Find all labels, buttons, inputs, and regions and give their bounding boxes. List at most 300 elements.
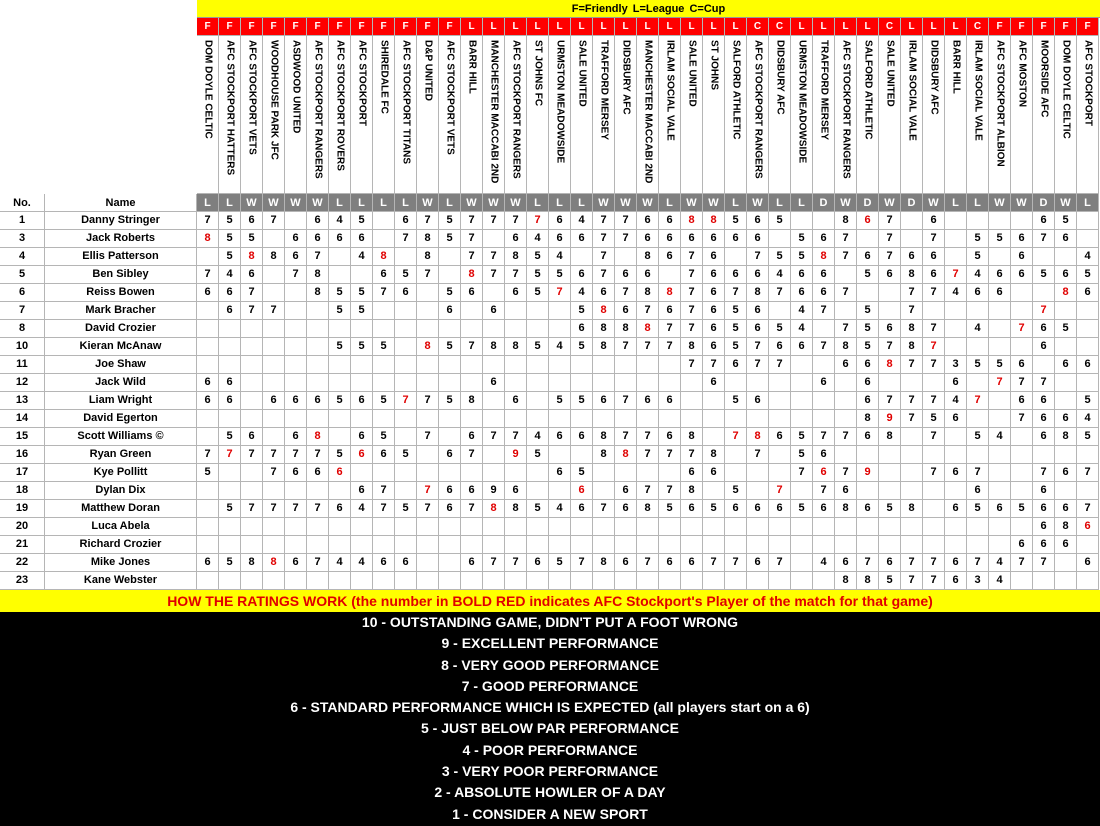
player-rating (725, 536, 747, 554)
player-rating (307, 518, 329, 536)
opponent-name: MOORSIDE AFC (1038, 40, 1050, 118)
match-result-cell: L (571, 194, 593, 212)
player-rating (439, 428, 461, 446)
player-rating (1011, 302, 1033, 320)
opponent-header (373, 36, 395, 194)
player-rating: 6 (835, 482, 857, 500)
player-rating (813, 572, 835, 590)
player-rating (1077, 482, 1099, 500)
player-rating (1033, 572, 1055, 590)
player-rating (285, 356, 307, 374)
player-rating: 6 (1055, 356, 1077, 374)
player-rating (615, 572, 637, 590)
player-rating: 5 (879, 500, 901, 518)
opponent-header (307, 36, 329, 194)
match-result-cell: L (1077, 194, 1099, 212)
match-type-cell: L (791, 18, 813, 36)
player-rating: 6 (747, 212, 769, 230)
player-rating (329, 374, 351, 392)
player-rating: 6 (351, 428, 373, 446)
player-rating (395, 338, 417, 356)
player-rating: 7 (967, 554, 989, 572)
match-result-cell: W (417, 194, 439, 212)
match-result-cell: D (857, 194, 879, 212)
player-rating (395, 374, 417, 392)
player-rating: 7 (725, 428, 747, 446)
player-rating: 6 (351, 230, 373, 248)
player-rating: 8 (263, 248, 285, 266)
ratings-key-line: 10 - OUTSTANDING GAME, DIDN'T PUT A FOOT WRONG (361, 614, 739, 630)
player-rating (901, 230, 923, 248)
match-type-cell: F (351, 18, 373, 36)
player-rating (923, 482, 945, 500)
player-rating: 7 (241, 500, 263, 518)
player-rating (879, 482, 901, 500)
player-rating: 5 (571, 464, 593, 482)
player-rating (989, 392, 1011, 410)
player-rating (219, 464, 241, 482)
player-rating: 6 (571, 266, 593, 284)
player-rating (527, 320, 549, 338)
player-rating (219, 320, 241, 338)
player-rating (373, 374, 395, 392)
player-rating (659, 410, 681, 428)
match-type-cell: L (483, 18, 505, 36)
player-rating (285, 536, 307, 554)
player-rating (1077, 320, 1099, 338)
player-rating: 5 (1077, 428, 1099, 446)
player-rating: 6 (241, 266, 263, 284)
player-rating (197, 356, 219, 374)
player-rating: 5 (725, 320, 747, 338)
ratings-key-line: 3 - VERY POOR PERFORMANCE (441, 763, 659, 780)
player-rating (263, 266, 285, 284)
player-rating: 4 (989, 572, 1011, 590)
player-rating (285, 212, 307, 230)
player-rating: 4 (945, 392, 967, 410)
player-rating: 6 (769, 428, 791, 446)
player-rating (373, 302, 395, 320)
player-rating (197, 338, 219, 356)
opponent-header (417, 36, 439, 194)
match-result-cell: L (725, 194, 747, 212)
player-rating (527, 374, 549, 392)
player-rating: 6 (329, 500, 351, 518)
player-rating: 5 (791, 428, 813, 446)
player-rating: 7 (1033, 230, 1055, 248)
opponent-name: SALE UNITED (686, 40, 698, 107)
player-rating: 6 (483, 374, 505, 392)
player-rating: 6 (197, 374, 219, 392)
player-rating: 7 (923, 554, 945, 572)
player-rating (417, 320, 439, 338)
player-rating (593, 482, 615, 500)
player-rating: 7 (417, 392, 439, 410)
player-rating: 6 (461, 284, 483, 302)
player-rating (219, 338, 241, 356)
ratings-key-line: 1 - CONSIDER A NEW SPORT (452, 805, 648, 822)
match-type-cell: F (241, 18, 263, 36)
player-rating (505, 356, 527, 374)
player-rating: 7 (659, 338, 681, 356)
match-result-cell: W (923, 194, 945, 212)
match-type-cell: F (285, 18, 307, 36)
player-rating: 6 (1011, 536, 1033, 554)
player-number: 17 (0, 464, 45, 482)
player-rating (571, 446, 593, 464)
player-rating (659, 356, 681, 374)
player-rating: 4 (1077, 410, 1099, 428)
player-rating (417, 554, 439, 572)
player-rating (373, 356, 395, 374)
player-rating (329, 428, 351, 446)
player-rating (329, 410, 351, 428)
opponent-name: TRAFFORD MERSEY (818, 40, 830, 140)
player-number: 16 (0, 446, 45, 464)
player-rating: 7 (263, 302, 285, 320)
player-rating: 7 (813, 338, 835, 356)
player-rating: 7 (901, 392, 923, 410)
player-rating: 6 (1077, 284, 1099, 302)
player-rating: 4 (527, 428, 549, 446)
player-rating (483, 518, 505, 536)
player-rating: 5 (439, 284, 461, 302)
player-rating: 7 (1011, 410, 1033, 428)
player-rating: 7 (241, 302, 263, 320)
player-rating (549, 410, 571, 428)
player-rating: 7 (681, 320, 703, 338)
player-rating (945, 302, 967, 320)
opponent-name: SHIREDALE FC (378, 40, 390, 114)
player-rating (725, 464, 747, 482)
player-rating: 6 (725, 230, 747, 248)
player-rating: 6 (549, 428, 571, 446)
player-rating: 6 (1033, 428, 1055, 446)
player-rating: 6 (1033, 518, 1055, 536)
player-rating: 3 (945, 356, 967, 374)
player-rating: 6 (945, 572, 967, 590)
match-type-cell: L (615, 18, 637, 36)
player-rating: 9 (857, 464, 879, 482)
match-result-cell: L (373, 194, 395, 212)
player-rating: 7 (681, 248, 703, 266)
player-rating: 6 (1033, 392, 1055, 410)
player-rating: 6 (857, 248, 879, 266)
player-rating (725, 410, 747, 428)
player-rating: 6 (1055, 266, 1077, 284)
player-rating (637, 410, 659, 428)
player-rating (549, 302, 571, 320)
player-rating (769, 302, 791, 320)
player-rating: 6 (769, 338, 791, 356)
player-rating: 5 (857, 320, 879, 338)
player-rating: 4 (549, 248, 571, 266)
player-rating (197, 428, 219, 446)
player-rating: 5 (439, 212, 461, 230)
player-rating: 6 (681, 500, 703, 518)
player-rating: 6 (879, 320, 901, 338)
match-result-cell: W (1011, 194, 1033, 212)
player-rating (219, 410, 241, 428)
player-rating: 6 (197, 554, 219, 572)
player-rating: 6 (1077, 554, 1099, 572)
player-rating (527, 464, 549, 482)
player-rating: 6 (1077, 518, 1099, 536)
player-rating: 5 (219, 554, 241, 572)
player-rating: 6 (263, 392, 285, 410)
player-rating: 6 (1055, 536, 1077, 554)
player-rating: 5 (329, 284, 351, 302)
player-rating (483, 464, 505, 482)
player-rating: 6 (285, 392, 307, 410)
opponent-header (769, 36, 791, 194)
player-rating: 7 (967, 392, 989, 410)
player-rating: 6 (615, 302, 637, 320)
player-rating (725, 248, 747, 266)
player-rating (1011, 212, 1033, 230)
player-rating: 7 (967, 464, 989, 482)
player-rating: 6 (681, 554, 703, 572)
player-rating (989, 302, 1011, 320)
player-rating: 8 (901, 266, 923, 284)
player-rating: 7 (461, 230, 483, 248)
player-rating: 7 (461, 248, 483, 266)
opponent-header (659, 36, 681, 194)
player-rating: 6 (351, 482, 373, 500)
player-rating: 6 (945, 554, 967, 572)
opponent-name: ASDWOOD UNITED (290, 40, 302, 134)
player-rating: 6 (373, 554, 395, 572)
player-rating: 5 (967, 356, 989, 374)
player-rating: 6 (747, 266, 769, 284)
player-rating: 7 (747, 356, 769, 374)
player-rating: 6 (615, 500, 637, 518)
player-rating: 5 (439, 230, 461, 248)
player-rating (219, 518, 241, 536)
player-rating: 7 (1077, 500, 1099, 518)
player-rating: 8 (615, 446, 637, 464)
opponent-name: ST JOHNS FC (532, 40, 544, 107)
player-rating: 9 (505, 446, 527, 464)
match-type-cell: L (945, 18, 967, 36)
player-rating: 7 (417, 428, 439, 446)
player-rating: 6 (703, 374, 725, 392)
opponent-name: SALFORD ATHLETIC (730, 40, 742, 140)
player-rating (681, 518, 703, 536)
player-name: Scott Williams © (45, 428, 197, 446)
player-rating (549, 518, 571, 536)
player-rating (395, 356, 417, 374)
match-result-cell: L (395, 194, 417, 212)
player-rating: 5 (549, 392, 571, 410)
player-rating (1011, 446, 1033, 464)
player-rating (989, 320, 1011, 338)
opponent-name: URMSTON MEADOWSIDE (554, 40, 566, 164)
opponent-name: URMSTON MEADOWSIDE (796, 40, 808, 164)
player-number: 3 (0, 230, 45, 248)
player-rating (1077, 446, 1099, 464)
player-rating: 6 (747, 320, 769, 338)
player-rating (285, 374, 307, 392)
player-rating (747, 572, 769, 590)
player-rating: 6 (1055, 464, 1077, 482)
player-rating (879, 302, 901, 320)
player-rating: 6 (945, 410, 967, 428)
opponent-header (791, 36, 813, 194)
player-rating: 8 (1055, 428, 1077, 446)
player-rating (197, 536, 219, 554)
player-rating: 7 (417, 212, 439, 230)
opponent-header (263, 36, 285, 194)
player-rating (791, 392, 813, 410)
player-rating: 6 (439, 482, 461, 500)
player-rating: 4 (989, 428, 1011, 446)
player-rating (285, 302, 307, 320)
player-rating (461, 464, 483, 482)
player-rating (307, 536, 329, 554)
player-rating: 4 (351, 500, 373, 518)
player-rating: 7 (813, 302, 835, 320)
player-rating (967, 212, 989, 230)
player-rating (373, 518, 395, 536)
player-number: 6 (0, 284, 45, 302)
player-rating (659, 374, 681, 392)
player-rating (835, 266, 857, 284)
player-rating: 5 (1077, 266, 1099, 284)
player-rating (505, 320, 527, 338)
player-rating (945, 212, 967, 230)
player-rating: 8 (417, 338, 439, 356)
match-type-cell: F (395, 18, 417, 36)
player-rating: 6 (527, 554, 549, 572)
player-rating (769, 410, 791, 428)
match-type-cell: F (417, 18, 439, 36)
player-rating: 6 (989, 266, 1011, 284)
player-rating: 6 (659, 428, 681, 446)
player-rating: 6 (1033, 482, 1055, 500)
player-rating: 5 (351, 302, 373, 320)
player-rating: 5 (373, 338, 395, 356)
player-rating: 6 (857, 500, 879, 518)
match-result-cell: W (241, 194, 263, 212)
player-rating (197, 302, 219, 320)
player-rating: 4 (967, 266, 989, 284)
player-rating (549, 572, 571, 590)
player-rating (351, 518, 373, 536)
player-name: Danny Stringer (45, 212, 197, 230)
player-rating (593, 536, 615, 554)
player-rating (703, 482, 725, 500)
player-number: 14 (0, 410, 45, 428)
match-type-cell: L (593, 18, 615, 36)
player-name: Dylan Dix (45, 482, 197, 500)
player-rating (1055, 392, 1077, 410)
player-rating: 5 (219, 428, 241, 446)
player-rating (1055, 554, 1077, 572)
player-rating: 6 (747, 230, 769, 248)
player-rating (197, 410, 219, 428)
player-rating: 4 (329, 212, 351, 230)
player-rating: 7 (835, 464, 857, 482)
player-rating: 6 (945, 464, 967, 482)
player-rating (527, 536, 549, 554)
player-rating: 5 (725, 302, 747, 320)
player-rating (461, 320, 483, 338)
match-result-cell: D (1033, 194, 1055, 212)
player-rating (879, 374, 901, 392)
player-rating (219, 356, 241, 374)
player-rating: 6 (505, 284, 527, 302)
player-rating (813, 518, 835, 536)
player-rating: 7 (197, 446, 219, 464)
player-rating: 8 (681, 482, 703, 500)
player-rating: 5 (769, 248, 791, 266)
player-rating: 6 (197, 284, 219, 302)
opponent-name: AFC STOCKPORT TITANS (400, 40, 412, 165)
player-rating: 5 (329, 446, 351, 464)
match-result-cell: W (637, 194, 659, 212)
player-rating: 7 (637, 428, 659, 446)
player-rating: 7 (945, 266, 967, 284)
player-rating: 5 (571, 302, 593, 320)
player-rating (197, 248, 219, 266)
player-rating (747, 410, 769, 428)
player-rating (813, 356, 835, 374)
player-rating (439, 266, 461, 284)
player-rating: 7 (1011, 320, 1033, 338)
player-rating: 6 (703, 266, 725, 284)
ratings-key-line: 6 - STANDARD PERFORMANCE WHICH IS EXPECTED (all players start on a 6) (290, 699, 810, 716)
player-rating: 7 (769, 284, 791, 302)
player-rating: 7 (835, 320, 857, 338)
opponent-name: DIDSBURY AFC (928, 40, 940, 115)
player-rating (857, 284, 879, 302)
player-rating (637, 572, 659, 590)
player-rating (703, 536, 725, 554)
player-rating (417, 302, 439, 320)
player-rating: 6 (351, 392, 373, 410)
player-rating: 7 (307, 446, 329, 464)
opponent-header (901, 36, 923, 194)
player-rating: 6 (747, 554, 769, 572)
player-number: 7 (0, 302, 45, 320)
player-rating (791, 554, 813, 572)
player-rating: 5 (791, 500, 813, 518)
player-rating (967, 518, 989, 536)
player-rating (241, 518, 263, 536)
player-rating: 6 (1033, 410, 1055, 428)
player-rating (1011, 464, 1033, 482)
player-rating (439, 410, 461, 428)
player-rating (923, 302, 945, 320)
player-rating (307, 320, 329, 338)
player-rating (1077, 374, 1099, 392)
player-rating (373, 536, 395, 554)
player-rating (1011, 482, 1033, 500)
player-rating (285, 482, 307, 500)
player-name: Jack Wild (45, 374, 197, 392)
player-rating: 7 (681, 356, 703, 374)
player-rating: 6 (329, 230, 351, 248)
player-rating: 7 (417, 482, 439, 500)
player-rating (945, 320, 967, 338)
opponent-name: DOM DOYLE CELTIC (202, 40, 214, 139)
player-rating (901, 212, 923, 230)
player-rating: 6 (725, 266, 747, 284)
player-rating (1077, 230, 1099, 248)
player-rating: 5 (395, 446, 417, 464)
player-rating: 6 (395, 284, 417, 302)
